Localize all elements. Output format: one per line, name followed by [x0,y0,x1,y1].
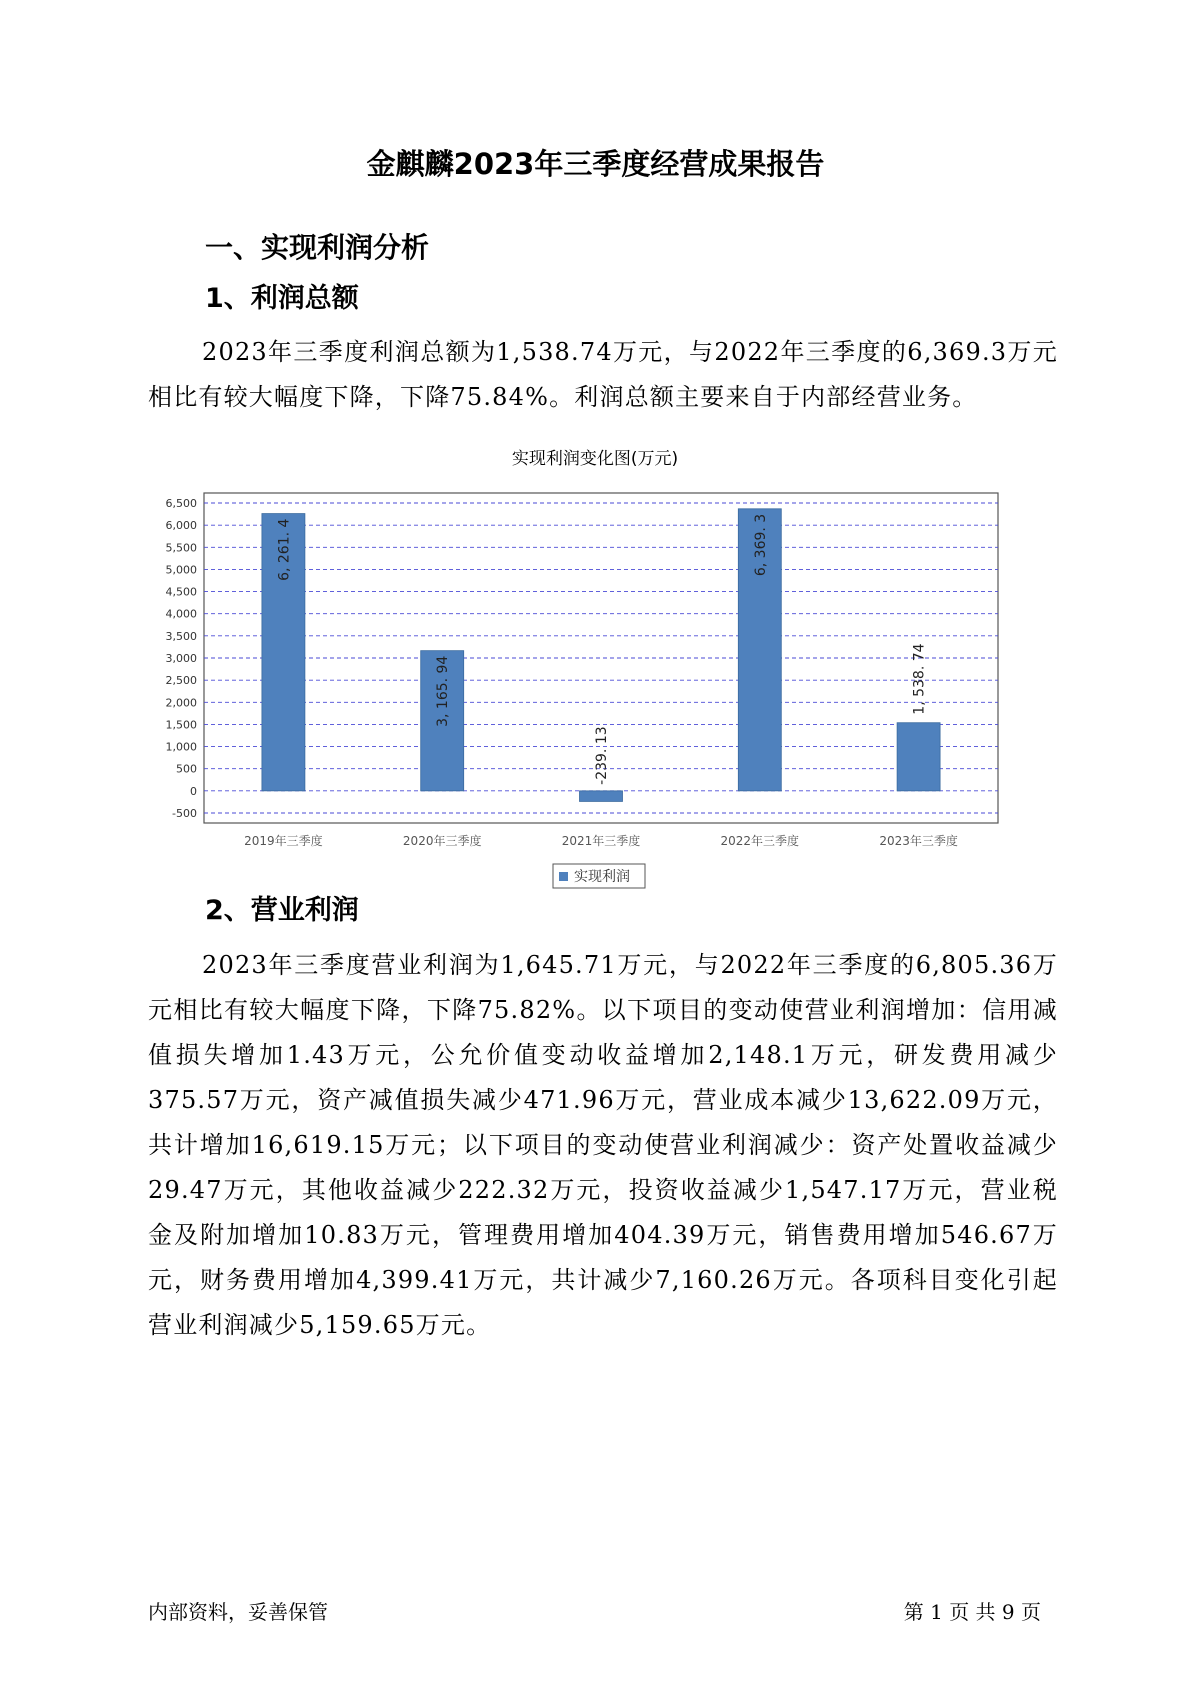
y-tick-label: 5,500 [165,541,197,555]
y-tick-label: 2,500 [165,674,197,688]
bar [897,723,940,791]
legend-label: 实现利润 [574,869,630,885]
x-tick-label: 2020年三季度 [402,834,482,848]
footer-note: 内部资料，妥善保管 [148,1600,328,1624]
data-label: 6, 369. 3 [752,513,769,577]
x-tick-label: 2022年三季度 [720,834,800,848]
legend-swatch [559,872,568,881]
y-tick-label: 6,500 [165,497,197,510]
bar [580,791,623,802]
chart-title: 实现利润变化图(万元) [511,449,679,469]
y-tick-label: 6,000 [165,519,197,533]
y-tick-label: 1,500 [165,718,197,732]
paragraph-operating-profit: 2023年三季度营业利润为1,645.71万元，与2022年三季度的6,805.36万元相比有较大幅度下降，下降75.82%。以下项目的变动使营业利润增加：信用减值损失增加1.43万元，公允价值变动收益增加2,148.1万元，研发费用减少375.57万元，资产减值损失减少471.96万元，营业成本减少13,622.09万元，共计增加16,619.15万元；以下项目的变动使营业利润减少：资产处置收益减少29.47万元，其他收益减少222.32万元，投资收益减少1,547.17万元，营业税金及附加增加10.83万元，管理费用增加404.39万元，销售费用增加546.67万元，财务费用增加4,399.41万元，共计减少7,160.26万元。各项科目变化引起营业利润减少5,159.65万元。 [148,951,1058,1339]
y-tick-label: 3,000 [165,652,197,665]
subsection-heading-total-profit: 1、利润总额 [205,283,359,314]
profit-chart [148,444,1043,904]
data-label: 6, 261. 4 [276,518,293,581]
x-tick-label: 2021年三季度 [561,834,641,848]
x-tick-label: 2023年三季度 [879,834,958,848]
paragraph-total-profit: 2023年三季度利润总额为1,538.74万元，与2022年三季度的6,369.3万元相比有较大幅度下降，下降75.84%。利润总额主要来自于内部经营业务。 [148,338,1058,411]
y-tick-label: 3,500 [165,629,197,643]
y-tick-label: 0 [190,784,197,798]
data-label: 3, 165. 94 [435,655,452,727]
data-label: 1, 538. 74 [911,643,928,715]
y-tick-label: 4,000 [165,607,197,621]
x-tick-label: 2019年三季度 [244,834,323,848]
data-label: -239. 13 [594,726,610,785]
page-number: 第 1 页 共 9 页 [903,1600,1041,1624]
y-tick-label: 4,500 [165,585,197,599]
section-heading: 一、实现利润分析 [205,231,430,264]
subsection-heading-operating-profit: 2、营业利润 [205,895,359,926]
y-tick-label: 5,000 [165,563,197,577]
y-tick-label: 2,000 [165,696,197,710]
y-tick-label: 500 [176,762,197,776]
legend [553,864,645,888]
page-title: 金麒麟2023年三季度经营成果报告 [366,147,825,181]
y-tick-label: 1,000 [165,740,197,754]
profit-chart-svg [148,444,1043,904]
y-tick-label: -500 [172,807,197,820]
